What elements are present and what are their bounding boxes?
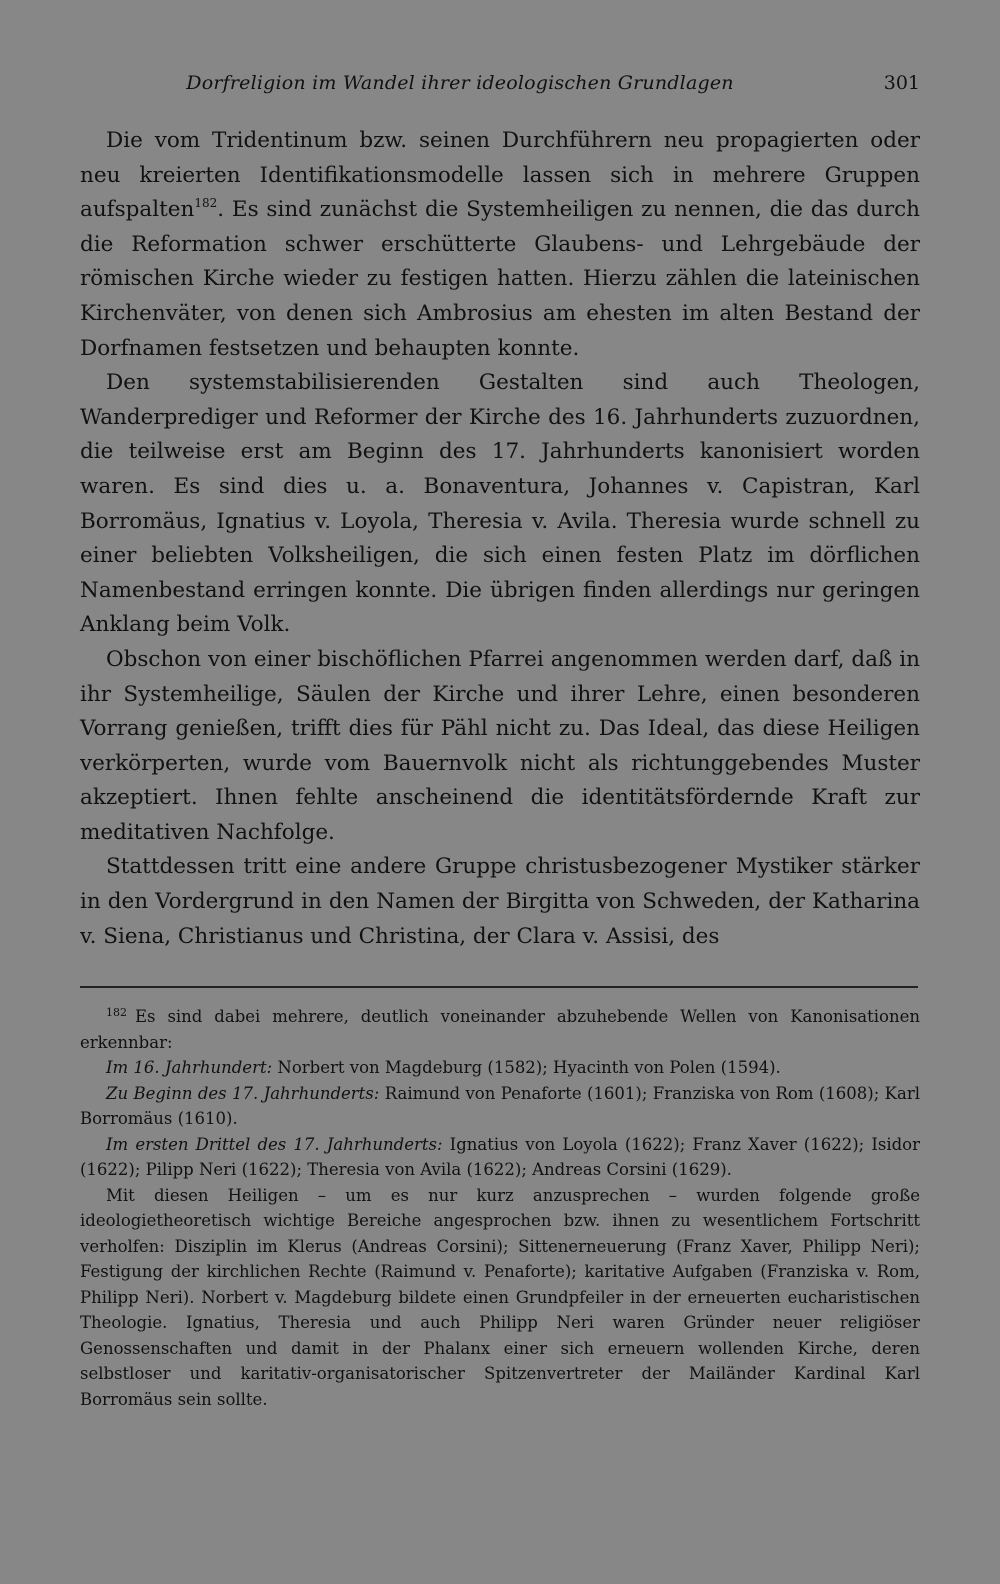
paragraph-2: Den systemstabilisierenden Gestalten sind auch Theologen, Wanderprediger und Reformer der Kirche des 16. Jahrhunderts zuzuordnen, die teilweise erst am Beginn des 17. Jahrhunderts kanonisiert worden waren. Es sind dies u. a. Bonaventura, Johannes v. Capistran, Karl Borromäus, Ignatius v. Loyola, Theresia v. Avila. Theresia wurde schnell zu einer beliebten Volksheiligen, die sich einen festen Platz im dörflichen Namenbestand erringen konnte. Die übrigen finden allerdings nur geringen Anklang beim Volk. [80,370,920,638]
footnote-wave-3-text: Ignatius von Loyola (1622); Franz Xaver (1622); Isidor (1622); Pilipp Neri (1622); Theresia von Avila (1622); Andreas Corsini (1629). [80,1134,920,1179]
footnote-wave-3-label: Im ersten Drittel des 17. Jahrhunderts: [106,1134,443,1154]
paragraph-4: Stattdessen tritt eine andere Gruppe christusbezogener Mystiker stärker in den Vordergrund in den Namen der Birgitta von Schweden, der Katharina v. Siena, Christianus und Christina, der Clara v. Assisi, des [80,854,920,949]
footnote-reference[interactable]: 182 [194,196,218,211]
footnote-wave-2 [80,1081,920,1132]
footnote-wave-1 [80,1055,920,1081]
footnote-wave-1-text: Norbert von Magdeburg (1582); Hyacinth von Polen (1594). [272,1058,781,1077]
main-text [80,124,920,954]
footnote-intro [80,1004,920,1055]
footnote-divider [80,986,918,988]
paragraph-3: Obschon von einer bischöflichen Pfarrei angenommen werden darf, daß in ihr Systemheilige, Säulen der Kirche und ihrer Lehre, einen besonderen Vorrang genießen, trifft dies für Pähl nicht zu. Das Ideal, das diese Heiligen verkörperten, wurde vom Bauernvolk nicht als richtunggebendes Muster akzeptiert. Ihnen fehlte anscheinend die identitätsfördernde Kraft zur meditativen Nachfolge. [80,646,920,845]
footnotes [80,1004,920,1412]
running-title: Dorfreligion im Wandel ihrer ideologischen Grundlagen [186,72,734,94]
running-header [80,72,920,102]
paragraph-1 [80,124,920,366]
footnote-wave-1-label: Im 16. Jahrhundert: [106,1058,273,1077]
page-number: 301 [883,72,920,94]
footnote-mark: 182 [106,1006,127,1019]
footnote-wave-3 [80,1132,920,1183]
footnote-wave-2-label: Zu Beginn des 17. Jahrhunderts: [106,1083,380,1103]
paragraph-1-text-a: Die vom Tridentinum bzw. seinen Durchführern neu propagierten oder neu kreierten Identifikationsmodelle lassen sich in mehrere Gruppen aufspalten [80,128,920,223]
footnote-wave-2-text: Raimund von Penaforte (1601); Franziska von Rom (1608); Karl Borromäus (1610). [80,1083,920,1128]
paragraph-1-text-b: . Es sind zunächst die Systemheiligen zu nennen, die das durch die Reformation schwer erschütterte Glaubens- und Lehrgebäude der römischen Kirche wieder zu festigen hatten. Hierzu zählen die lateinischen Kirchenväter, von denen sich Ambrosius am ehesten im alten Bestand der Dorfnamen festsetzen und behaupten konnte. [80,197,920,361]
footnote-closing: Mit diesen Heiligen – um es nur kurz anzusprechen – wurden folgende große ideologietheoretisch wichtige Bereiche angesprochen bzw. ihnen zu wesentlichem Fortschritt verholfen: Disziplin im Klerus (Andreas Corsini); Sittenerneuerung (Franz Xaver, Philipp Neri); Festigung der kirchlichen Rechte (Raimund v. Penaforte); karitative Aufgaben (Franziska v. Rom, Philipp Neri). Norbert v. Magdeburg bildete einen Grundpfeiler in der erneuerten eucharistischen Theologie. Ignatius, Theresia und auch Philipp Neri waren Gründer neuer religiöser Genossenschaften und damit in der Phalanx einer sich erneuern wollenden Kirche, deren selbstloser und karitativ-organisatorischer Spitzenvertreter der Mailänder Kardinal Karl Borromäus sein sollte. [80,1185,920,1409]
footnote-intro-text: Es sind dabei mehrere, deutlich voneinander abzuhebende Wellen von Kanonisationen erkennbar: [80,1007,920,1052]
